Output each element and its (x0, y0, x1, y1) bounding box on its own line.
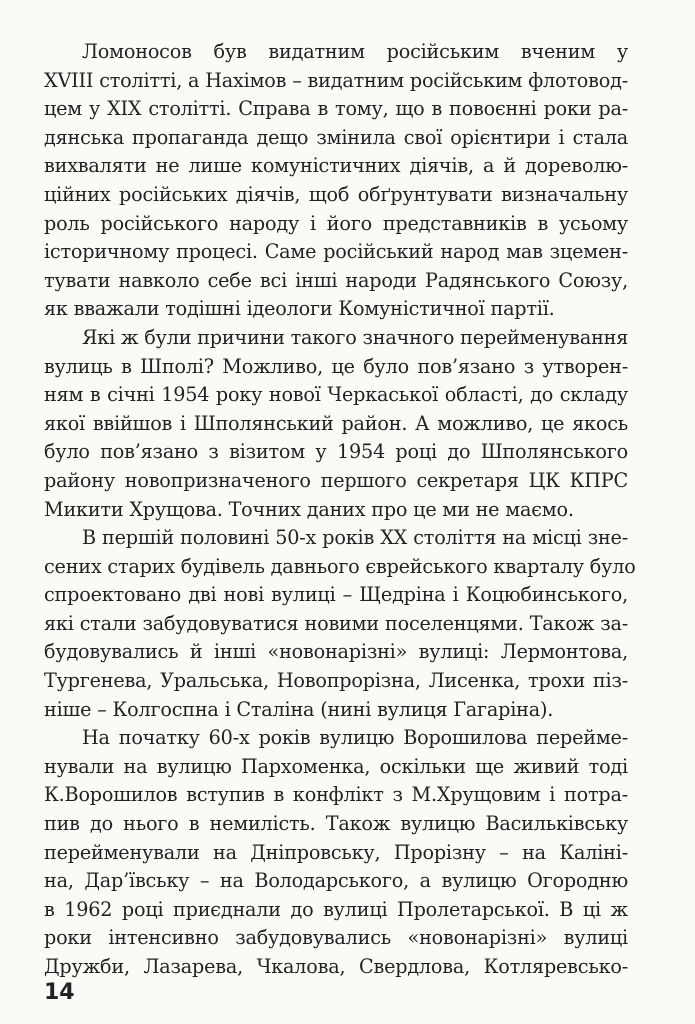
text-line: перейменували на Дніпровську, Прорізну – на Калiні- (44, 840, 628, 864)
text-line: ційних російських діячів, щоб обґрунтувати визначальну (44, 182, 628, 206)
text-line: тувати навколо себе всі інші народи Радянського Союзу, (44, 268, 628, 292)
text-line: Тургенева, Уральська, Новопрорізна, Лисенка, трохи піз- (44, 669, 628, 693)
text-line: Які ж були причини такого значного перейменування (82, 325, 629, 349)
text-line: вихваляти не лише комуністичних діячів, а й дореволю- (44, 154, 628, 178)
text-line: цем у XIX столітті. Справа в тому, що в повоєнні роки ра- (44, 97, 628, 121)
text-line: історичному процесі. Саме російський народ мав зцемен- (44, 240, 628, 264)
text-line: в 1962 році приєднали до вулиці Пролетарської. В ці ж (44, 897, 628, 921)
text-line: XVIII столітті, а Нахімов – видатним російським флотовод- (44, 68, 628, 92)
paragraph-2 (44, 324, 628, 524)
text-line: К.Ворошилов вступив в конфлікт з М.Хрущовим і потра- (44, 783, 628, 807)
text-line: роки інтенсивно забудовувались «новонарізні» вулиці (44, 926, 628, 950)
body-text (44, 38, 636, 982)
text-line: На початку 60-х років вулицю Ворошилова переймe- (82, 726, 628, 750)
text-line: як вважали тодішні ідеологи Комуністичної партії. (44, 297, 555, 321)
text-line: пив до нього в немилість. Також вулицю Васильківську (44, 812, 628, 836)
paragraph-1 (44, 38, 628, 324)
paragraph-3 (44, 524, 636, 724)
text-line: ням в січні 1954 року нової Черкаської області, до складу (44, 383, 628, 407)
text-line: роль російського народу і його представників в усьому (44, 211, 628, 235)
text-line: ніше – Колгоспна і Сталіна (нині вулиця Гагаріна). (44, 697, 554, 721)
text-line: які стали забудовуватися новими поселенцями. Також за- (44, 611, 628, 635)
text-line: спроектовано дві нові вулиці – Щедріна і Коцюбинського, (44, 583, 628, 607)
paragraph-4 (44, 724, 628, 981)
text-line: вулиць в Шполі? Можливо, це було пов’язано з утворен- (44, 354, 628, 378)
text-line: Микити Хрущова. Точних даних про це ми не маємо. (44, 497, 574, 521)
text-line: дянська пропаганда дещо змінила свої орієнтири і стала (44, 125, 628, 149)
text-line: Ломоносов був видатним російським вченим у (82, 40, 628, 63)
text-line: В першій половині 50-х років XX століття на місці зне- (82, 526, 628, 550)
text-line: на, Дар’ївську – на Володарського, а вулицю Огородню (44, 869, 628, 893)
text-line: будовувались й інші «новонарізні» вулиці: Лермонтова, (44, 640, 628, 664)
text-line: Дружби, Лазарева, Чкалова, Свердлова, Котляревсько- (44, 955, 628, 978)
page-number: 14 (44, 980, 75, 1005)
text-line: сених старих будівель давнього єврейського кварталу було (44, 554, 636, 578)
text-line: нували на вулицю Пархоменка, оскільки ще живий тоді (44, 754, 628, 778)
text-line: району новопризначеного першого секретаря ЦК КПРС (44, 468, 628, 492)
text-line: було пов’язано з візитом у 1954 році до Шполянського (44, 440, 628, 464)
text-line: якої ввійшов і Шполянський район. А можливо, це якось (44, 411, 628, 435)
